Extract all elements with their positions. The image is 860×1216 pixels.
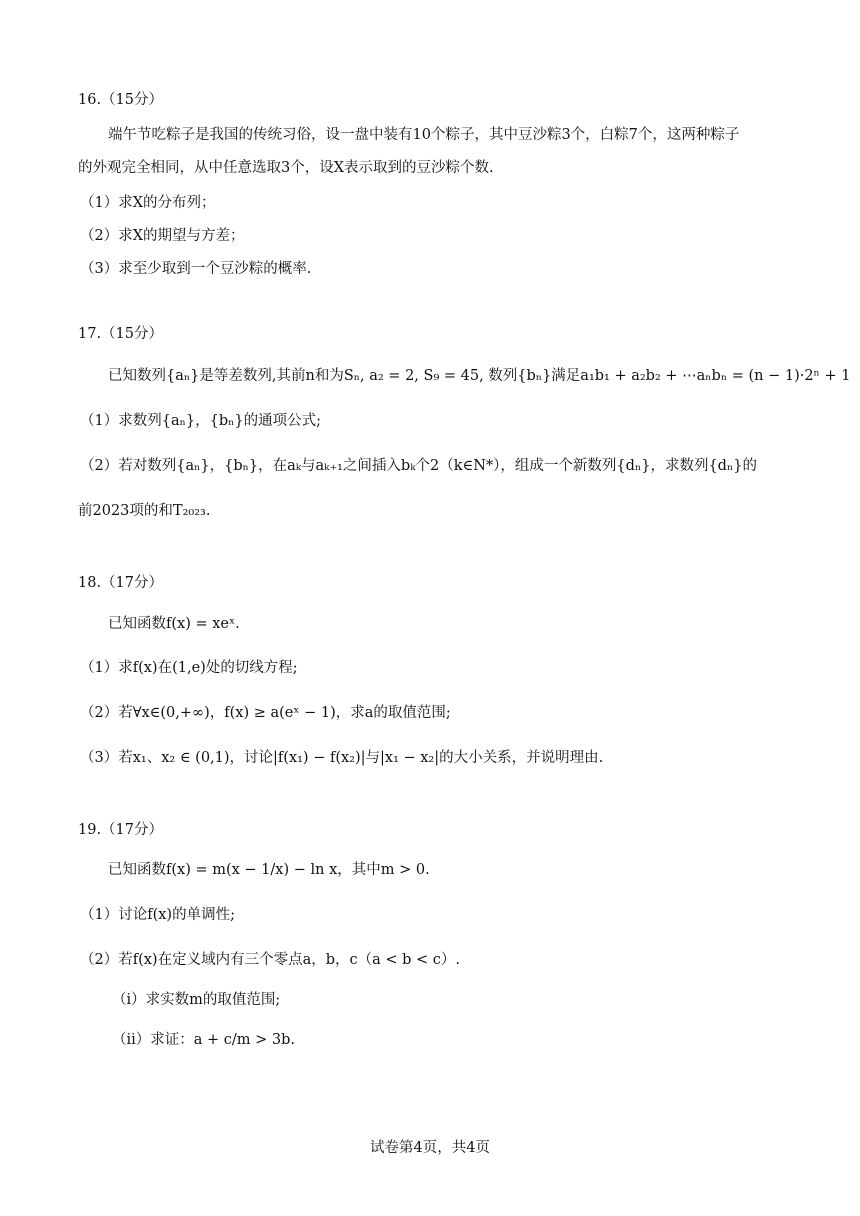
q18-part2: （2）若∀x∈(0,+∞)，f(x) ≥ a(eˣ − 1)，求a的取值范围; bbox=[80, 705, 451, 721]
q19-part2-i: （ⅰ）求实数m的取值范围; bbox=[112, 992, 281, 1008]
q18-part3: （3）若x₁、x₂ ∈ (0,1)，讨论|f(x₁) − f(x₂)|与|x₁ − x₂|的大小关系，并说明理由. bbox=[80, 750, 604, 766]
q16-part2: （2）求X的期望与方差； bbox=[80, 228, 245, 244]
q16-part3: （3）求至少取到一个豆沙粽的概率. bbox=[80, 261, 312, 277]
q19-part1: （1）讨论f(x)的单调性; bbox=[80, 907, 235, 923]
q19-part2-ii: （ⅱ）求证：a + c/m > 3b. bbox=[112, 1032, 296, 1048]
q18-header: 18.（17分） bbox=[78, 575, 164, 591]
q17-part2-cont: 前2023项的和T₂₀₂₃. bbox=[78, 503, 211, 519]
q19-header: 19.（17分） bbox=[78, 822, 164, 838]
q19-stem: 已知函数f(x) = m(x − 1/x) − ln x，其中m > 0. bbox=[108, 862, 430, 878]
q17-part2: （2）若对数列{aₙ}，{bₙ}，在aₖ与aₖ₊₁之间插入bₖ个2（k∈N*），组成一个新数列{dₙ}，求数列{dₙ}的 bbox=[80, 458, 757, 474]
q18-stem: 已知函数f(x) = xeˣ. bbox=[108, 616, 240, 632]
q16-part1: （1）求X的分布列； bbox=[80, 195, 216, 211]
q17-part1: （1）求数列{aₙ}，{bₙ}的通项公式; bbox=[80, 413, 321, 429]
q17-stem: 已知数列{aₙ}是等差数列,其前n和为Sₙ, a₂ = 2, S₉ = 45, 数列{bₙ}满足a₁b₁ + a₂b₂ + ⋯aₙbₙ = (n − 1)·2ⁿ + 1 bbox=[108, 368, 851, 384]
q16-header: 16.（15分） bbox=[78, 92, 164, 108]
q16-stem-line1: 端午节吃粽子是我国的传统习俗，设一盘中装有10个粽子，其中豆沙粽3个，白粽7个，这两种粽子 bbox=[108, 127, 740, 143]
q19-part2: （2）若f(x)在定义域内有三个零点a，b，c（a < b < c）. bbox=[80, 952, 461, 968]
page-footer: 试卷第4页，共4页 bbox=[370, 1140, 490, 1156]
q16-stem-line2: 的外观完全相同，从中任意选取3个，设X表示取到的豆沙粽个数. bbox=[78, 160, 494, 176]
q18-part1: （1）求f(x)在(1,e)处的切线方程; bbox=[80, 660, 298, 676]
q17-header: 17.（15分） bbox=[78, 326, 164, 342]
